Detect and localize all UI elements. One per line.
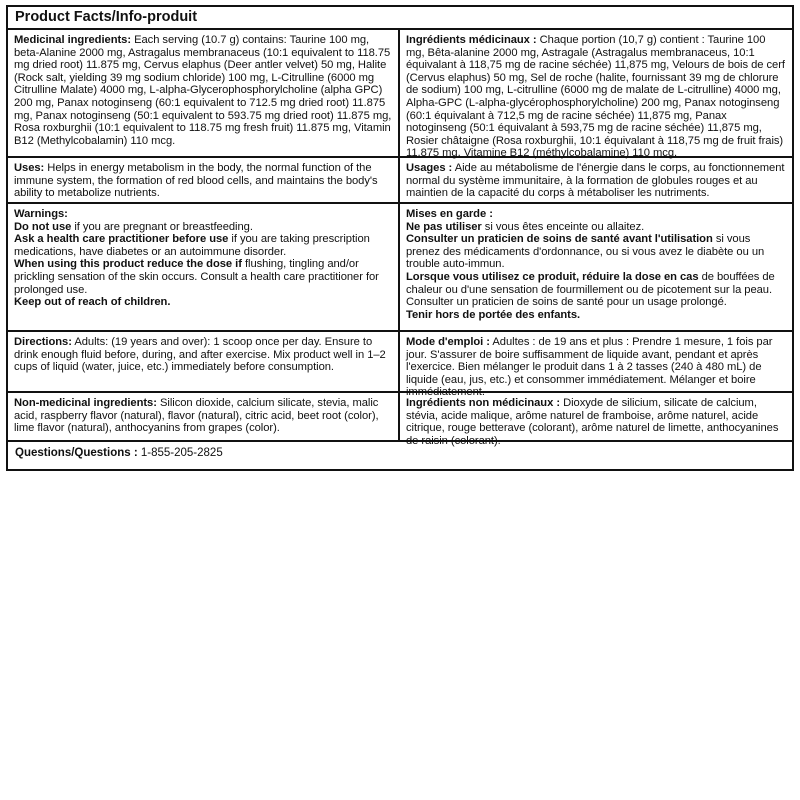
uses-en — [8, 158, 400, 202]
uses-fr-text: Aide au métabolisme de l'énergie dans le corps, au fonctionnement normal du système immunitaire, à la formation de globules rouges et au maintien de la capacité du corps à métaboliser les nutriments. — [406, 162, 785, 200]
warnings-en-p2-text: if you are taking prescription medications, have diabetes or an autoimmune disorder. — [14, 233, 370, 258]
warnings-en-p1-text: if you are pregnant or breastfeeding. — [71, 220, 253, 233]
warnings-en-p3-bold: When using this product reduce the dose if — [14, 258, 242, 271]
panel-title: Product Facts/Info-produit — [8, 7, 792, 30]
warnings-fr-p2-bold: Consulter un praticien de soins de santé avant l'utilisation — [406, 233, 713, 246]
warnings-fr — [400, 204, 792, 330]
medicinal-fr — [400, 30, 792, 160]
warnings-fr-p1-bold: Ne pas utiliser — [406, 220, 482, 233]
non-medicinal-en-text: Silicon dioxide, calcium silicate, stevia, malic acid, raspberry flavor (natural), flavor (natural), citric acid, beet root (color), lime flavor (natural), anthocyanins from grapes (color). — [14, 397, 379, 435]
section-warnings — [8, 204, 792, 332]
directions-en-text: Adults: (19 years and over): 1 scoop once per day. Ensure to drink enough fluid before, during, and after exercise. Mix product well in 1–2 cups of liquid (water, juice, etc.) immediately before consumption. — [14, 336, 386, 374]
uses-en-label: Uses: — [14, 162, 45, 174]
warnings-en-p1-bold: Do not use — [14, 220, 72, 233]
medicinal-en-text: Each serving (10.7 g) contains: Taurine 100 mg, beta-Alanine 2000 mg, Astragalus membranaceus (10:1 equivalent to 118.75 mg dried root) 11.875 mg, Cervus elaphus (Deer antler velvet) 50 mg, Halite (Rock salt, yielding 39 mg sodium chloride) 100 mg, L-Citrulline (6000 mg Citrulline Malate) 4000 mg, L-alpha-Glycerophosphorylcholine (alpha GPC) 200 mg, Panax notoginseng (60:1 equivalent to 712.5 mg dried root) 11.875 mg, Panax notoginseng (50:1 equivalent to 593.75 mg dried root) 11.875 mg, Rosa roxburghii (10:1 equivalent to 118.75 mg fresh fruit) 11.875 mg, Vitamin B12 (Methylcobalamin) 110 mcg. — [14, 34, 392, 147]
warnings-en-p2 — [14, 233, 392, 258]
warnings-fr-p1-text: si vous êtes enceinte ou allaitez. — [481, 220, 645, 233]
warnings-fr-p3-bold: Lorsque vous utilisez ce produit, réduire la dose en cas — [406, 270, 699, 283]
medicinal-en — [8, 30, 400, 156]
uses-fr-label: Usages : — [406, 162, 453, 174]
non-medicinal-fr-label: Ingrédients non médicinaux : — [406, 397, 561, 409]
warnings-fr-p1 — [406, 221, 786, 234]
warnings-fr-p3-text: de bouffées de chaleur ou d'une sensation de fourmillement ou de picotement sur la peau. Consulter un praticien de soins de santé pour un usage prolongé. — [406, 270, 775, 309]
directions-fr-label: Mode d'emploi : — [406, 336, 490, 348]
warnings-fr-label: Mises en garde : — [406, 208, 493, 220]
warnings-en-label: Warnings: — [14, 208, 68, 220]
warnings-fr-p3 — [406, 271, 786, 309]
warnings-fr-p4: Tenir hors de portée des enfants. — [406, 308, 581, 321]
warnings-en-p3-text: flushing, tingling and/or prickling sensation of the skin occurs. Consult a health care practitioner for prolonged use. — [14, 258, 379, 296]
questions-footer — [8, 442, 792, 464]
warnings-fr-p2 — [406, 233, 786, 271]
section-non-medicinal — [8, 393, 792, 447]
section-directions — [8, 332, 792, 399]
uses-en-text: Helps in energy metabolism in the body, the normal function of the immune system, the formation of red blood cells, and maintains the body's ability to metabolize nutrients. — [14, 162, 378, 200]
medicinal-fr-text: Chaque portion (10,7 g) contient : Taurine 100 mg, Bêta-alanine 2000 mg, Astragale (Astragalus membranaceus, 10:1 équivalant à 118,75 mg de racine séchée) 11,875 mg, Velours de bois de cerf (Cervus elaphus) 50 mg, Sel de roche (halite, fournissant 39 mg de chlorure de sodium) 100 mg, L-citrulline (6000 mg de malate de L-citrulline) 4000 mg, Alpha-GPC (L-alpha-glycérophosphorylcholine) 200 mg, Panax notoginseng (60:1 équivalant à 712,5 mg de racine séchée) 11,875 mg, Panax notoginseng (50:1 équivalant à 593,75 mg de racine séchée) 11,875 mg, Rosier châtaigne (Rosa roxburghii, 10:1 équivalant à 118,75 mg de fruit frais) 11,875 mg, Vitamine B12 (méthylcobalamine) 110 mcg. — [406, 34, 785, 160]
section-uses — [8, 158, 792, 204]
questions-label: Questions/Questions : — [15, 447, 138, 459]
product-facts-panel — [6, 5, 794, 471]
warnings-en-p1 — [14, 221, 392, 234]
warnings-en-p3 — [14, 258, 392, 296]
medicinal-fr-label: Ingrédients médicinaux : — [406, 34, 537, 46]
non-medicinal-en-label: Non-medicinal ingredients: — [14, 397, 157, 409]
warnings-en-p4: Keep out of reach of children. — [14, 296, 171, 309]
warnings-fr-p2-text: si vous prenez des médicaments d'ordonnance, ou si vous avez le diabète ou un trouble auto-immun. — [406, 233, 765, 271]
directions-fr — [400, 332, 792, 399]
warnings-en — [8, 204, 400, 330]
non-medicinal-en — [8, 393, 400, 440]
non-medicinal-fr — [400, 393, 792, 447]
directions-en — [8, 332, 400, 391]
medicinal-en-label: Medicinal ingredients: — [14, 34, 132, 46]
non-medicinal-fr-text: Dioxyde de silicium, silicate de calcium, stévia, acide malique, arôme naturel de framboise, arôme naturel, acide citrique, rouge betterave (colorant), arôme naturel de limette, anthocyanines de raisin (colorant). — [406, 397, 779, 447]
directions-en-label: Directions: — [14, 336, 72, 348]
uses-fr — [400, 158, 792, 202]
section-medicinal — [8, 30, 792, 158]
warnings-en-p2-bold: Ask a health care practitioner before use — [14, 233, 229, 246]
questions-phone: 1-855-205-2825 — [137, 447, 223, 459]
directions-fr-text: Adultes : de 19 ans et plus : Prendre 1 mesure, 1 fois par jour. S'assurer de boire suffisamment de liquide avant, pendant et après l'exercice. Bien mélanger le produit dans 1 à 2 tasses (240 à 480 mL) de liquide (eau, jus, etc.) et consommer immédiatement. Mélanger et boire immédiatement. — [406, 336, 773, 399]
